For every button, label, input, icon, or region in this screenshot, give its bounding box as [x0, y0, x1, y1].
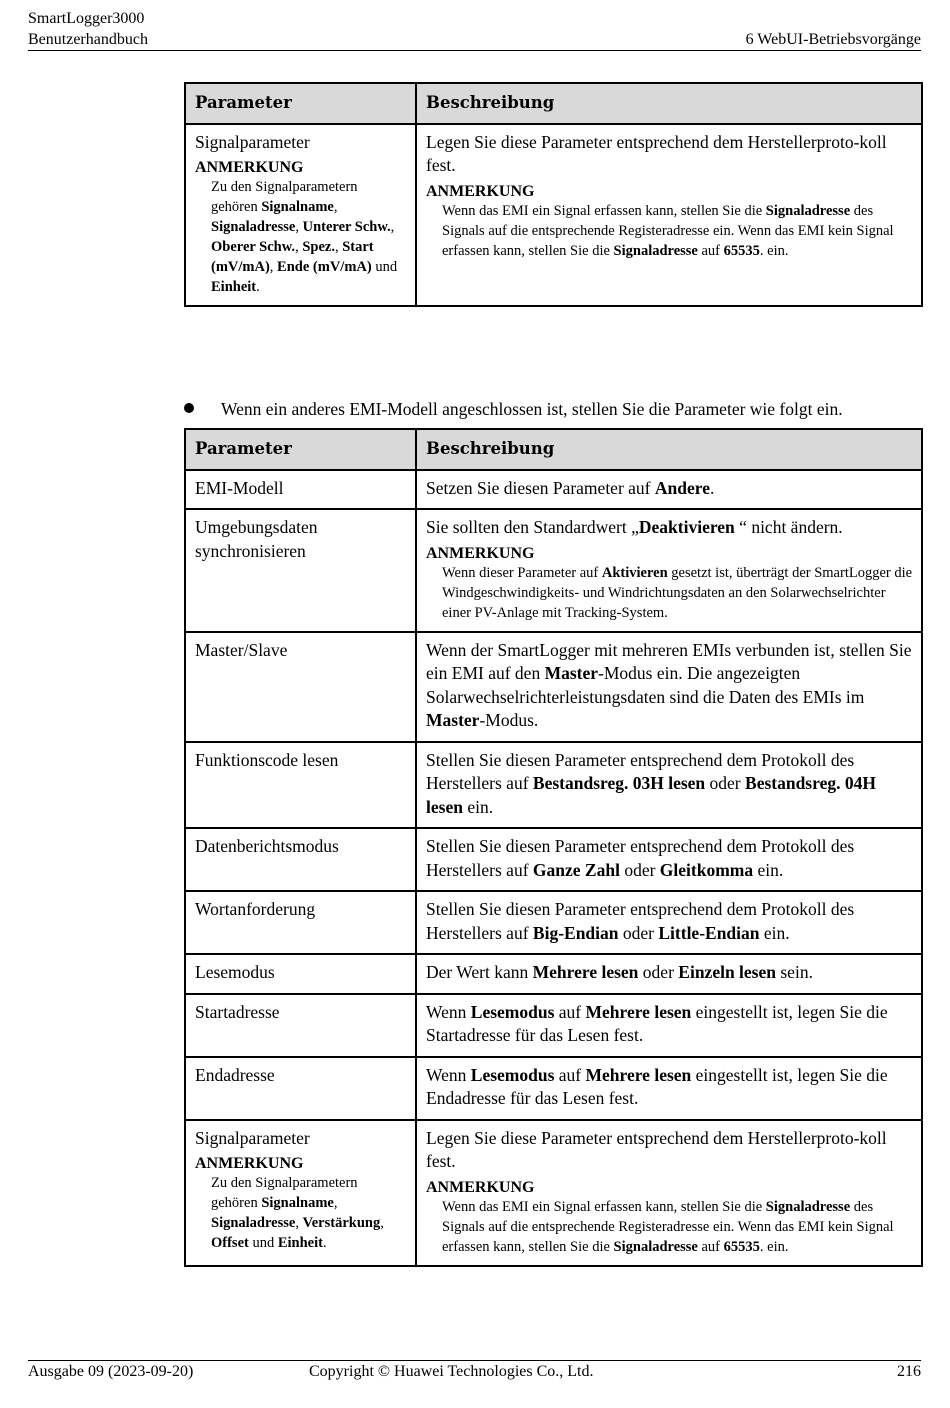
- param-cell: [185, 509, 416, 632]
- description-text: [426, 1001, 913, 1048]
- header-divider: [28, 50, 921, 51]
- bold-term: Signaladresse: [765, 1198, 851, 1215]
- text-run: ,: [390, 219, 395, 235]
- text-run: ein.: [462, 796, 494, 817]
- description-note: [426, 1197, 913, 1257]
- table-row: [185, 742, 922, 829]
- description-text: [426, 516, 913, 540]
- description-cell: [416, 994, 922, 1057]
- description-text: [426, 835, 913, 882]
- text-run: auf: [697, 1238, 724, 1255]
- text-run: und: [371, 259, 398, 275]
- bold-term: Signalname: [261, 1195, 334, 1211]
- bold-term: Signaladresse: [613, 1238, 698, 1255]
- bold-term: Verstärkung: [302, 1215, 381, 1231]
- text-run: Wenn dieser Parameter auf: [442, 564, 602, 581]
- text-run: des Signals auf die entsprechende Registeradresse ein. Wenn das EMI kein Signal erfassen kann, stellen Sie die: [442, 1198, 894, 1255]
- param-cell: [185, 954, 416, 994]
- param-cell: [185, 891, 416, 954]
- text-run: sein.: [776, 962, 813, 982]
- bold-term: Offset: [211, 1235, 249, 1251]
- page-number: 216: [897, 1363, 921, 1380]
- param-cell: [185, 632, 416, 742]
- bold-term: Signaladresse: [765, 202, 851, 219]
- description-cell: [416, 470, 922, 510]
- text-run: auf: [554, 1064, 586, 1085]
- bold-term: Signaladresse: [211, 1215, 296, 1231]
- edition-label: Ausgabe 09 (2023-09-20): [28, 1363, 194, 1380]
- bold-term: Signaladresse: [613, 242, 698, 259]
- description-text: [426, 477, 913, 501]
- text-run: Wenn das EMI ein Signal erfassen kann, stellen Sie die: [442, 202, 766, 219]
- column-header-parameter: Parameter: [185, 429, 416, 470]
- bold-term: Master: [544, 663, 599, 683]
- text-run: ,: [380, 1215, 384, 1231]
- document-title: Benutzerhandbuch: [28, 31, 148, 48]
- text-run: Wenn der SmartLogger mit mehreren EMIs verbunden ist, stellen Sie ein EMI auf den: [426, 639, 912, 683]
- param-name: Wortanforderung: [195, 899, 316, 919]
- description-cell: [416, 1120, 922, 1266]
- bold-term: Mehrere lesen: [585, 1001, 692, 1022]
- param-cell: [185, 742, 416, 829]
- description-cell: [416, 124, 922, 307]
- bold-term: Master: [426, 710, 480, 730]
- param-note: [195, 177, 407, 297]
- bold-term: Bestandsreg. 04H lesen: [426, 773, 876, 817]
- table-header-row: [185, 429, 922, 470]
- bold-term: Spez.: [302, 239, 335, 255]
- param-cell: [185, 828, 416, 891]
- text-run: ,: [269, 259, 278, 275]
- bold-term: Andere: [654, 477, 710, 498]
- table-row: [185, 1120, 922, 1266]
- description-cell: [416, 828, 922, 891]
- text-run: . ein.: [759, 242, 789, 259]
- text-run: ein.: [759, 922, 790, 943]
- bold-term: Ganze Zahl: [532, 859, 620, 880]
- bold-term: Unterer Schw.: [302, 219, 391, 235]
- bold-term: Mehrere lesen: [585, 1064, 692, 1085]
- note-label: ANMERKUNG: [426, 182, 535, 200]
- param-name: Umgebungsdaten synchronisieren: [195, 517, 318, 561]
- table-row: [185, 954, 922, 994]
- text-run: Setzen Sie diesen Parameter auf: [426, 477, 655, 498]
- text-run: Stellen Sie diesen Parameter entsprechend dem Protokoll des Herstellers auf: [426, 899, 855, 943]
- description-cell: [416, 509, 922, 632]
- text-run: auf: [554, 1001, 586, 1022]
- column-header-description: Beschreibung: [416, 83, 922, 124]
- table-row: [185, 1057, 922, 1120]
- text-run: -Modus.: [479, 710, 539, 730]
- text-run: gesetzt ist, überträgt der SmartLogger die Windgeschwindigkeits- und Windrichtungsdaten an den Solarwechselrichter einer PV-Anlage mit Tracking-System.: [442, 564, 913, 621]
- table-row: [185, 828, 922, 891]
- table-row: [185, 509, 922, 632]
- table-row: [185, 124, 922, 307]
- bold-term: Ende (mV/mA): [277, 259, 372, 275]
- table-header-row: [185, 83, 922, 124]
- text-run: des Signals auf die entsprechende Registeradresse ein. Wenn das EMI kein Signal erfassen kann, stellen Sie die: [442, 202, 894, 259]
- text-run: ,: [334, 239, 343, 255]
- param-cell: [185, 994, 416, 1057]
- text-run: Sie sollten den Standardwert „: [426, 517, 639, 537]
- parameter-table-2: [184, 428, 923, 1267]
- bold-term: Signaladresse: [211, 219, 296, 235]
- text-run: Wenn: [426, 1064, 471, 1085]
- description-text: [426, 639, 913, 733]
- text-run: oder: [705, 773, 746, 793]
- note-label: ANMERKUNG: [426, 544, 535, 562]
- description-cell: [416, 1057, 922, 1120]
- param-name: Master/Slave: [195, 639, 288, 660]
- description-cell: [416, 632, 922, 742]
- description-cell: [416, 954, 922, 994]
- table-row: [185, 994, 922, 1057]
- param-cell: [185, 124, 416, 307]
- param-name: Lesemodus: [195, 962, 275, 982]
- text-run: Legen Sie diese Parameter entsprechend dem Herstellerproto-koll fest.: [426, 1127, 887, 1171]
- parameter-table-1: [184, 82, 923, 307]
- text-run: .: [709, 477, 715, 498]
- note-label: ANMERKUNG: [426, 1178, 535, 1196]
- param-name: Signalparameter: [195, 1127, 310, 1148]
- bold-term: Little-Endian: [658, 922, 760, 943]
- param-cell: [185, 1120, 416, 1266]
- text-run: eingestellt ist, legen Sie die Endadresse für das Lesen fest.: [426, 1064, 888, 1108]
- note-label: ANMERKUNG: [195, 1155, 304, 1172]
- table-row: [185, 470, 922, 510]
- text-run: Stellen Sie diesen Parameter entsprechend dem Protokoll des Herstellers auf: [426, 836, 855, 880]
- text-run: auf: [697, 242, 724, 259]
- bold-term: Oberer Schw.: [211, 239, 296, 255]
- text-run: Wenn: [426, 1001, 471, 1022]
- bold-term: 65535: [723, 242, 760, 259]
- description-cell: [416, 742, 922, 829]
- param-name: Signalparameter: [195, 131, 310, 152]
- bold-term: Gleitkomma: [659, 859, 754, 880]
- text-run: eingestellt ist, legen Sie die Startadresse für das Lesen fest.: [426, 1001, 888, 1045]
- text-run: ,: [333, 1195, 338, 1211]
- description-cell: [416, 891, 922, 954]
- bold-term: Lesemodus: [470, 1064, 555, 1085]
- note-label: ANMERKUNG: [195, 159, 304, 176]
- text-run: und: [248, 1235, 278, 1251]
- description-text: [426, 131, 913, 178]
- text-run: oder: [638, 962, 679, 982]
- param-name: Endadresse: [195, 1064, 275, 1085]
- bullet-text: Wenn ein anderes EMI-Modell angeschlossen ist, stellen Sie die Parameter wie folgt ein.: [221, 399, 843, 419]
- bold-term: Big-Endian: [532, 922, 619, 943]
- text-run: “ nicht ändern.: [734, 517, 843, 537]
- bold-term: Einheit: [211, 279, 257, 295]
- column-header-parameter: Parameter: [185, 83, 416, 124]
- text-run: Stellen Sie diesen Parameter entsprechend dem Protokoll des Herstellers auf: [426, 749, 855, 793]
- bold-term: Start (mV/mA): [211, 239, 374, 275]
- bold-term: Aktivieren: [601, 564, 668, 581]
- copyright-notice: Copyright © Huawei Technologies Co., Ltd.: [309, 1363, 594, 1380]
- description-text: [426, 898, 913, 945]
- description-text: [426, 961, 913, 985]
- text-run: oder: [619, 859, 660, 880]
- bold-term: Lesemodus: [470, 1001, 555, 1022]
- bold-term: Signalname: [261, 199, 334, 215]
- text-run: .: [322, 1235, 327, 1251]
- param-cell: [185, 470, 416, 510]
- description-text: [426, 1127, 913, 1174]
- text-run: Zu den Signalparametern gehören: [211, 1175, 358, 1211]
- column-header-description: Beschreibung: [416, 429, 922, 470]
- param-cell: [185, 1057, 416, 1120]
- text-run: Zu den Signalparametern gehören: [211, 179, 358, 215]
- bold-term: 65535: [723, 1238, 760, 1255]
- description-text: [426, 749, 913, 820]
- text-run: ,: [295, 239, 303, 255]
- text-run: Legen Sie diese Parameter entsprechend dem Herstellerproto-koll fest.: [426, 131, 887, 175]
- description-note: [426, 201, 913, 261]
- text-run: .: [256, 279, 260, 295]
- bold-term: Einheit: [277, 1235, 323, 1251]
- text-run: -Modus ein. Die angezeigten Solarwechselrichterleistungsdaten sind die Daten des EMIs im: [426, 663, 865, 707]
- param-note: [195, 1173, 407, 1253]
- text-run: ,: [295, 1215, 303, 1231]
- bold-term: Bestandsreg. 03H lesen: [532, 773, 706, 793]
- description-note: [426, 563, 913, 623]
- text-run: Der Wert kann: [426, 962, 533, 982]
- param-name: EMI-Modell: [195, 477, 284, 498]
- bullet-icon: [184, 403, 194, 413]
- bold-term: Deaktivieren: [638, 517, 735, 537]
- footer-divider: [28, 1360, 921, 1361]
- bold-term: Mehrere lesen: [532, 962, 639, 982]
- text-run: oder: [618, 922, 659, 943]
- bold-term: Einzeln lesen: [678, 962, 776, 982]
- text-run: Wenn das EMI ein Signal erfassen kann, stellen Sie die: [442, 1198, 766, 1215]
- description-text: [426, 1064, 913, 1111]
- param-name: Funktionscode lesen: [195, 749, 339, 770]
- product-name: SmartLogger3000: [28, 10, 145, 27]
- bullet-item: [184, 397, 843, 421]
- text-run: . ein.: [759, 1238, 789, 1255]
- page-header-left: [28, 8, 148, 50]
- table-row: [185, 891, 922, 954]
- param-name: Startadresse: [195, 1001, 280, 1022]
- text-run: ,: [333, 199, 338, 215]
- text-run: ,: [295, 219, 303, 235]
- chapter-title: 6 WebUI-Betriebsvorgänge: [745, 31, 921, 48]
- table-row: [185, 632, 922, 742]
- param-name: Datenberichtsmodus: [195, 836, 339, 856]
- text-run: ein.: [753, 859, 784, 880]
